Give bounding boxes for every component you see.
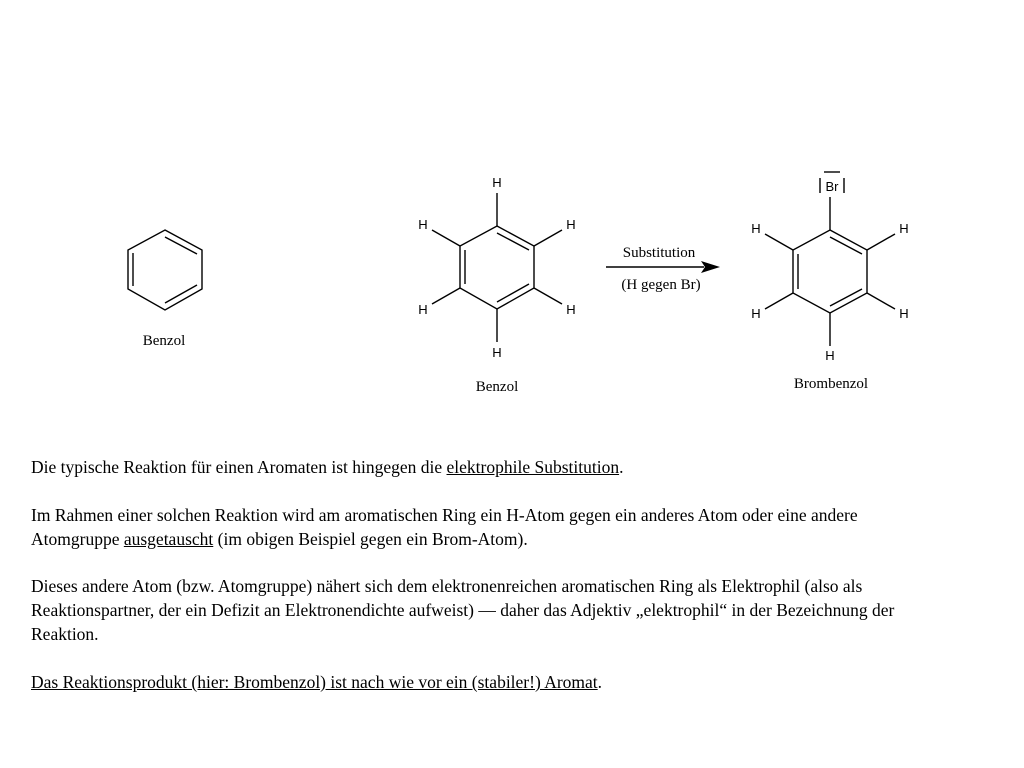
paragraph-exchange	[31, 503, 1021, 551]
product-atom-h-lower-left: H	[751, 306, 761, 321]
paragraph-exchange-line2-start: Atomgruppe	[31, 529, 124, 549]
arrow-label-bottom: (H gegen Br)	[621, 277, 701, 293]
paragraph-intro-end: .	[619, 457, 624, 477]
atom-h-lower-right: H	[566, 302, 576, 317]
link-ausgetauscht[interactable]: ausgetauscht	[123, 529, 214, 549]
paragraph-electrophile	[31, 574, 1021, 646]
atom-br: Br	[825, 179, 839, 194]
link-reaktionsprodukt-aromat[interactable]: Das Reaktionsprodukt (hier: Brombenzol) ist nach wie vor ein (stabiler!) Aromat	[31, 672, 598, 692]
paragraph-exchange-line2-end: (im obigen Beispiel gegen ein Brom-Atom).	[213, 529, 528, 549]
paragraph-electrophile-line3: Reaktion.	[31, 624, 99, 644]
paragraph-intro-text: Die typische Reaktion für einen Aromaten ist hingegen die	[31, 457, 447, 477]
benzene-simple-label: Benzol	[142, 333, 186, 349]
brombenzene-label: Brombenzol	[793, 376, 869, 392]
atom-h-bottom: H	[492, 345, 502, 360]
paragraph-product	[31, 670, 1021, 694]
atom-h-upper-right: H	[566, 217, 576, 232]
benzene-reactant-label: Benzol	[475, 379, 519, 395]
atom-h-lower-left: H	[418, 302, 428, 317]
product-atom-h-lower-right: H	[899, 306, 909, 321]
paragraph-product-end: .	[597, 672, 603, 692]
brombenzene-structure	[765, 172, 895, 346]
paragraph-exchange-line1: Im Rahmen einer solchen Reaktion wird am aromatischen Ring ein H-Atom gegen ein anderes Atom oder eine andere	[31, 505, 858, 525]
paragraph-intro	[31, 455, 1021, 479]
benzene-reactant-structure	[432, 193, 562, 342]
benzene-simple-structure	[128, 230, 202, 310]
arrow-label-top: Substitution	[622, 245, 696, 261]
product-atom-h-upper-left: H	[751, 221, 761, 236]
paragraph-electrophile-line1: Dieses andere Atom (bzw. Atomgruppe) nähert sich dem elektronenreichen aromatischen Ring als Elektrophil (also als	[31, 576, 863, 596]
paragraph-electrophile-line2: Reaktionspartner, der ein Defizit an Elektronendichte aufweist) — daher das Adjektiv „elektrophil“ in der Bezeichnung der	[31, 600, 895, 620]
link-elektrophile-substitution[interactable]: elektrophile Substitution	[446, 457, 620, 477]
product-atom-h-bottom: H	[825, 348, 835, 363]
atom-h-top: H	[492, 175, 502, 190]
atom-h-upper-left: H	[418, 217, 428, 232]
product-atom-h-upper-right: H	[899, 221, 909, 236]
